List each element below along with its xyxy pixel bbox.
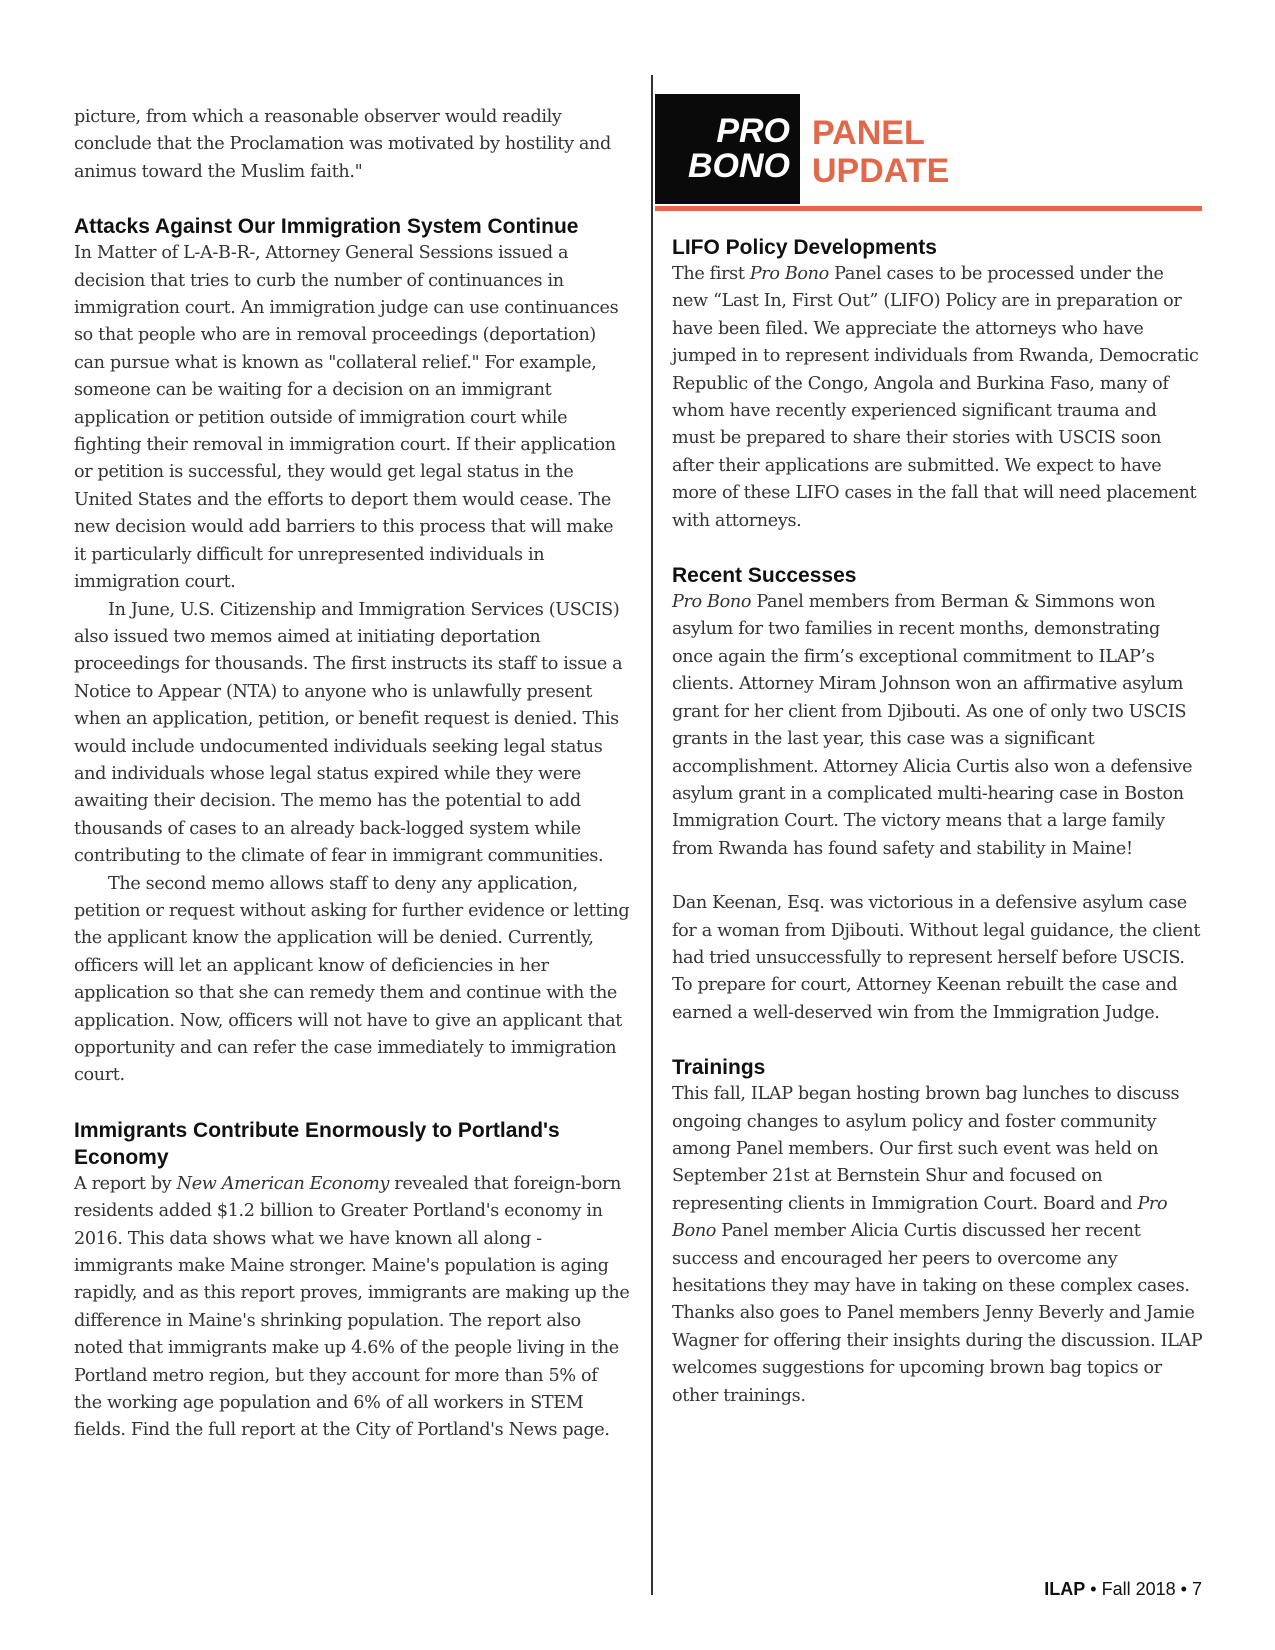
successes-paragraph-2: Dan Keenan, Esq. was victorious in a defensive asylum case for a woman from Djibouti. Without legal guidance, the client had tried unsuccessfully to represent herself before USCIS. To prepare for court, Attorney Keenan rebuilt the case and earned a well-deserved win from the Immigration Judge.: [672, 893, 1201, 1023]
footer-bullet: •: [1090, 1579, 1097, 1599]
footer-bullet: •: [1180, 1579, 1187, 1599]
pro-bono-box: [655, 94, 800, 204]
lifo-heading: LIFO Policy Developments: [672, 236, 937, 259]
lifo-paragraph: The first Pro Bono Panel cases to be processed under the new “Last In, First Out” (LIFO) Policy are in preparation or have been filed. We appreciate the attorneys who have jumped in to represent individuals from Rwanda, Democratic Republic of the Congo, Angola and Burkina Faso, many of whom have recently experienced significant trauma and must be prepared to share their stories with USCIS soon after their applications are submitted. We expect to have more of these LIFO cases in the fall that will need placement with attorneys.: [672, 264, 1199, 531]
attacks-heading: Attacks Against Our Immigration System Continue: [74, 215, 579, 239]
footer-org: ILAP: [1044, 1579, 1086, 1599]
attacks-paragraph-2: In June, U.S. Citizenship and Immigration Services (USCIS) also issued two memos aimed at initiating deportation proceedings for thousands. The first instructs its staff to issue a Notice to Appear (NTA) to anyone who is unlawfully present when an application, petition, or benefit request is denied. This would include undocumented individuals seeking legal status and individuals whose legal status expired while they were awaiting their decision. The memo has the potential to add thousands of cases to an already back-logged system while contributing to the climate of fear in immigrant communities.: [74, 599, 623, 867]
left-column: [74, 104, 630, 1445]
economy-heading: Immigrants Contribute Enormously to Portland's Economy: [74, 1118, 560, 1169]
successes-paragraph-1: Pro Bono Panel members from Berman & Simmons won asylum for two families in recent months, demonstrating once again the firm’s exceptional commitment to ILAP’s clients. Attorney Miram Johnson won an affirmative asylum grant for her client from Djibouti. As one of only two USCIS grants in the last year, this case was a significant accomplishment. Attorney Alicia Curtis also won a defensive asylum grant in a complicated multi-hearing case in Boston Immigration Court. The victory means that a large family from Rwanda has found safety and stability in Maine!: [672, 592, 1193, 859]
banner-panel-update: [812, 114, 949, 190]
economy-paragraph: A report by New American Economy revealed that foreign-born residents added $1.2 billion to Greater Portland's economy in 2016. This data shows what we have known all along - immigrants make Maine stronger. Maine's population is aging rapidly, and as this report proves, immigrants are making up the difference in Maine's shrinking population. The report also noted that immigrants make up 4.6% of the people living in the Portland metro region, but they account for more than 5% of the working age population and 6% of all workers in STEM fields. Find the full report at the City of Portland's News page.: [74, 1173, 630, 1441]
footer-issue: Fall 2018: [1101, 1579, 1176, 1599]
banner-bono: BONO: [688, 147, 790, 185]
report-source: New American Economy: [176, 1173, 390, 1194]
footer-page-number: 7: [1191, 1579, 1202, 1599]
page-footer: [1044, 1579, 1202, 1600]
successes-heading: Recent Successes: [672, 564, 857, 588]
column-divider: [651, 75, 653, 1595]
right-column: [672, 234, 1204, 1410]
attacks-paragraph-3: The second memo allows staff to deny any application, petition or request without asking for further evidence or letting the applicant know the application will be denied. Currently, officers will let an applicant know of deficiencies in her application so that she can remedy them and continue with the application. Now, officers will not have to give an applicant that opportunity and can refer the case immediately to immigration court.: [74, 873, 630, 1086]
banner-rule: [655, 206, 1202, 211]
banner-pro: PRO: [716, 112, 790, 150]
banner-panel: PANEL: [812, 114, 925, 152]
attacks-paragraph-1: In Matter of L-A-B-R-, Attorney General Sessions issued a decision that tries to curb the number of continuances in immigration court. An immigration judge can use continuances so that people who are in removal proceedings (deportation) can pursue what is known as "collateral relief." For example, someone can be waiting for a decision on an immigrant application or petition outside of immigration court while fighting their removal in immigration court. If their application or petition is successful, they would get legal status in the United States and the efforts to deport them would cease. The new decision would add barriers to this process that will make it particularly difficult for unrepresented individuals in immigration court.: [74, 243, 619, 593]
trainings-heading: Trainings: [672, 1056, 766, 1080]
trainings-paragraph: This fall, ILAP began hosting brown bag lunches to discuss ongoing changes to asylum policy and foster community among Panel members. Our first such event was held on September 21st at Bernstein Shur and focused on representing clients in Immigration Court. Board and Pro Bono Panel member Alicia Curtis discussed her recent success and encouraged her peers to overcome any hesitations they may have in taking on these complex cases. Thanks also goes to Panel members Jenny Beverly and Jamie Wagner for offering their insights during the discussion. ILAP welcomes suggestions for upcoming brown bag topics or other trainings.: [672, 1084, 1203, 1406]
intro-paragraph: picture, from which a reasonable observer would readily conclude that the Proclamation was motivated by hostility and animus toward the Muslim faith.": [74, 107, 611, 182]
banner-update: UPDATE: [812, 152, 950, 190]
